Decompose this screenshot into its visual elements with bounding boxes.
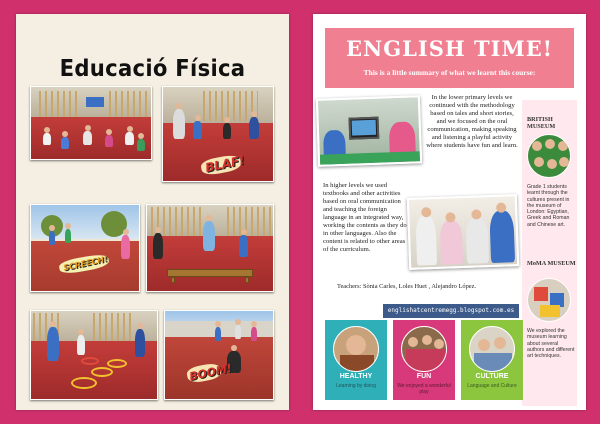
- photo-kids-computer: [316, 95, 422, 167]
- card-photo: [469, 326, 515, 372]
- museum-sidebar: [522, 100, 577, 406]
- card-title: FUN: [416, 373, 432, 380]
- photo-gym-hoops: [30, 310, 158, 400]
- title-banner: [325, 28, 574, 88]
- card-healthy: [325, 320, 387, 400]
- card-description: Learning by doing: [336, 383, 376, 389]
- english-newsletter-page: [313, 14, 586, 410]
- british-museum-photo: [527, 134, 571, 178]
- lower-levels-paragraph: In the lower primary levels we continued with the methodology based on tales and short stories, and we focused on the oral communication, making speaking and listening a playful activity where students have fun and learn.: [426, 94, 518, 149]
- photo-gym-group: [30, 86, 152, 160]
- british-museum-text: Grade 1 students learnt through the cultures present in the museum of London: Egyptian, Greek and Roman and Chinese art.: [527, 184, 570, 228]
- card-fun: [393, 320, 455, 400]
- photo-gym-bench: [146, 204, 274, 292]
- photo-gym-jump: [162, 86, 274, 182]
- page-title: ENGLISH TIME!: [346, 36, 553, 61]
- card-title: CULTURE: [475, 373, 509, 380]
- physical-education-page: [16, 14, 289, 410]
- card-culture: [461, 320, 523, 400]
- card-title: HEALTHY: [339, 373, 373, 380]
- higher-levels-paragraph: In higher levels we used textbooks and other activities based on oral communication and teaching the foreign language in an integrated way, working the contents as they do in other languages. Also the content is related to other areas of the curriculum.: [323, 182, 407, 253]
- card-description: Language and Culture: [467, 383, 517, 389]
- photo-outdoor-boom: [164, 310, 274, 400]
- moma-museum-title: MoMA MUSEUM: [527, 260, 576, 267]
- photo-kids-group: [407, 194, 519, 270]
- card-photo: [401, 326, 447, 372]
- moma-museum-photo: [527, 278, 571, 322]
- photo-outdoor-run: [30, 204, 140, 292]
- blog-url[interactable]: englishatcentremegg.blogspot.com.es: [383, 304, 519, 318]
- page-subtitle: This is a little summary of what we learnt this course:: [363, 68, 536, 77]
- card-description: We enjoyed a wonderful play: [397, 383, 451, 395]
- burst-text: BOOM!: [188, 361, 233, 384]
- burst-text: BLAF!: [203, 153, 246, 175]
- british-museum-title: BRITISH MUSEUM: [527, 116, 556, 130]
- burst-text: SCREECH!: [62, 254, 109, 273]
- teachers-credit: Teachers: Sònia Carles, Loles Huet , Alejandro López.: [337, 283, 477, 290]
- card-photo: [333, 326, 379, 372]
- page-title: Educació Física: [59, 56, 246, 82]
- moma-museum-text: We explored the museum learning about several authors and different art techniques.: [527, 328, 575, 360]
